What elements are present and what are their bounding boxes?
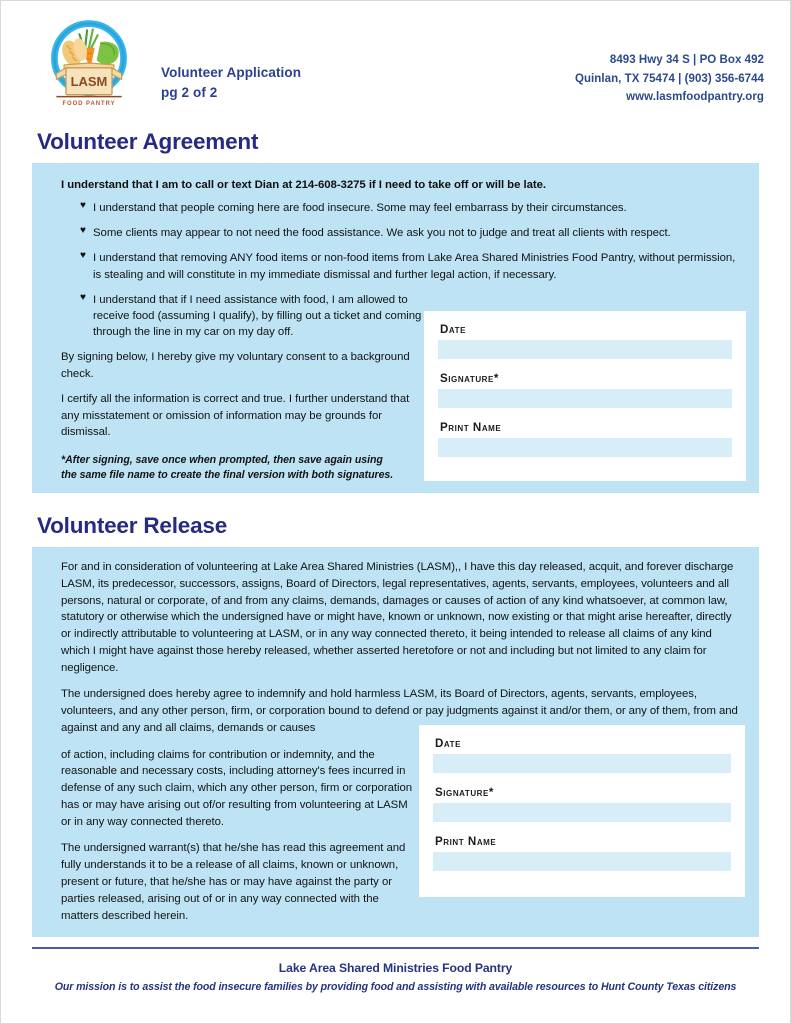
print-name-input[interactable] — [438, 438, 732, 457]
lasm-logo — [41, 15, 137, 111]
signature-input[interactable] — [433, 803, 731, 822]
date-input[interactable] — [438, 340, 732, 359]
list-item: ♥ I understand that people coming here are food insecure. Some may feel embarrass by their circumstances. — [80, 200, 743, 216]
print-name-input[interactable] — [433, 852, 731, 871]
svg-text:LASM: LASM — [70, 74, 108, 90]
document-page-number: pg 2 of 2 — [161, 84, 218, 100]
contact-address-line1: 8493 Hwy 34 S | PO Box 492 — [609, 54, 764, 66]
agreement-consent-paragraph: By signing below, I hereby give my voluntary consent to a background check. — [61, 351, 410, 380]
document-title: Volunteer Application — [161, 65, 302, 80]
date-label: Date — [440, 323, 466, 336]
agreement-certify-paragraph: I certify all the information is correct and true. I further understand that any misstatement or omission of information may be grounds for dismissal. — [61, 393, 410, 439]
print-name-label: Print Name — [435, 835, 497, 848]
signature-input[interactable] — [438, 389, 732, 408]
page-header — [1, 1, 790, 113]
release-paragraph-4: The undersigned warrant(s) that he/she has read this agreement and fully understands it to be a release of all claims, known or unknown, present or future, that he/she has or may have against the party or parties released, arising out of or in any way connected with the matters described herein. — [61, 842, 406, 922]
footer-mission-statement: Our mission is to assist the food insecure families by providing food and assisting with available resources to Hunt County Texas citizens — [54, 981, 737, 993]
release-paragraph-3: of action, including claims for contribution or indemnity, and the reasonable and necessary costs, including attorney's fees incurred in defense of any such claim, which any other person, firm or corporation has or may have arising out of/or resulting from volunteering at LASM or in any way connected thereto. — [61, 748, 413, 828]
agreement-save-note: *After signing, save once when prompted, then save again using the same file name to create the final version with both signatures. — [61, 453, 394, 482]
agreement-signature-card — [424, 311, 746, 481]
footer-divider — [32, 947, 759, 949]
agreement-section-heading: Volunteer Agreement — [37, 129, 259, 154]
document-title-block — [161, 63, 301, 102]
svg-text:FOOD PANTRY: FOOD PANTRY — [62, 101, 116, 108]
list-item: ♥ I understand that removing ANY food items or non-food items from Lake Area Shared Ministries Food Pantry, without permission, is stealing and will constitute in my immediate dismissal and further legal action, if necessary. — [80, 250, 743, 282]
org-contact-info — [575, 51, 764, 107]
agreement-lead-statement: I understand that I am to call or text Dian at 214-608-3275 if I need to take off or will be late. — [61, 179, 547, 191]
contact-website: www.lasmfoodpantry.org — [626, 91, 764, 104]
footer-org-name: Lake Area Shared Ministries Food Pantry — [278, 961, 513, 975]
release-section-heading: Volunteer Release — [37, 513, 228, 538]
signature-label: Signature* — [435, 786, 494, 799]
list-item: ♥ Some clients may appear to not need the food assistance. We ask you not to judge and treat all clients with respect. — [80, 225, 743, 241]
signature-label: Signature* — [440, 372, 499, 385]
page-footer — [32, 947, 759, 993]
release-signature-card — [419, 725, 745, 897]
print-name-label: Print Name — [440, 421, 502, 434]
date-input[interactable] — [433, 754, 731, 773]
date-label: Date — [435, 737, 461, 750]
food-pantry-logo-icon — [41, 15, 137, 111]
contact-address-line2: Quinlan, TX 75474 | (903) 356-6744 — [574, 72, 764, 85]
release-panel — [32, 547, 759, 937]
release-paragraph-1: For and in consideration of volunteering at Lake Area Shared Ministries (LASM),, I have this day released, acquit, and forever discharge LASM, its predecessor, successors, assigns, Board of Directors, legal representatives, agents, servants, employees, volunteers and all persons, natural or corporate, of and from any claims, demands, damages or causes of action of any kind whatsoever, at common law, statutory or otherwise which the undersigned have or might have, known or unknown, now existing or that might arise hereafter, directly or indirectly attributable to volunteering at LASM, or in any way connected thereto, it being intended to release all claims of any kind which I might have against those hereby released, whether asserted heretofore or not and including but not limited to any claim for negligence. — [61, 561, 734, 674]
release-paragraph-2: The undersigned does hereby agree to indemnify and hold harmless LASM, its Board of Directors, agents, servants, employees, volunteers, and any other person, firm, or corporation bound to defend or pay judgments against it and/or them, or any of them, from and against and any and all claims, demands or causes — [61, 688, 738, 734]
list-item: ♥ I understand that if I need assistance with food, I am allowed to receive food (assuming I qualify), by filling out a ticket and coming through the line in my car on my day off. — [80, 292, 443, 341]
agreement-panel — [32, 163, 759, 493]
